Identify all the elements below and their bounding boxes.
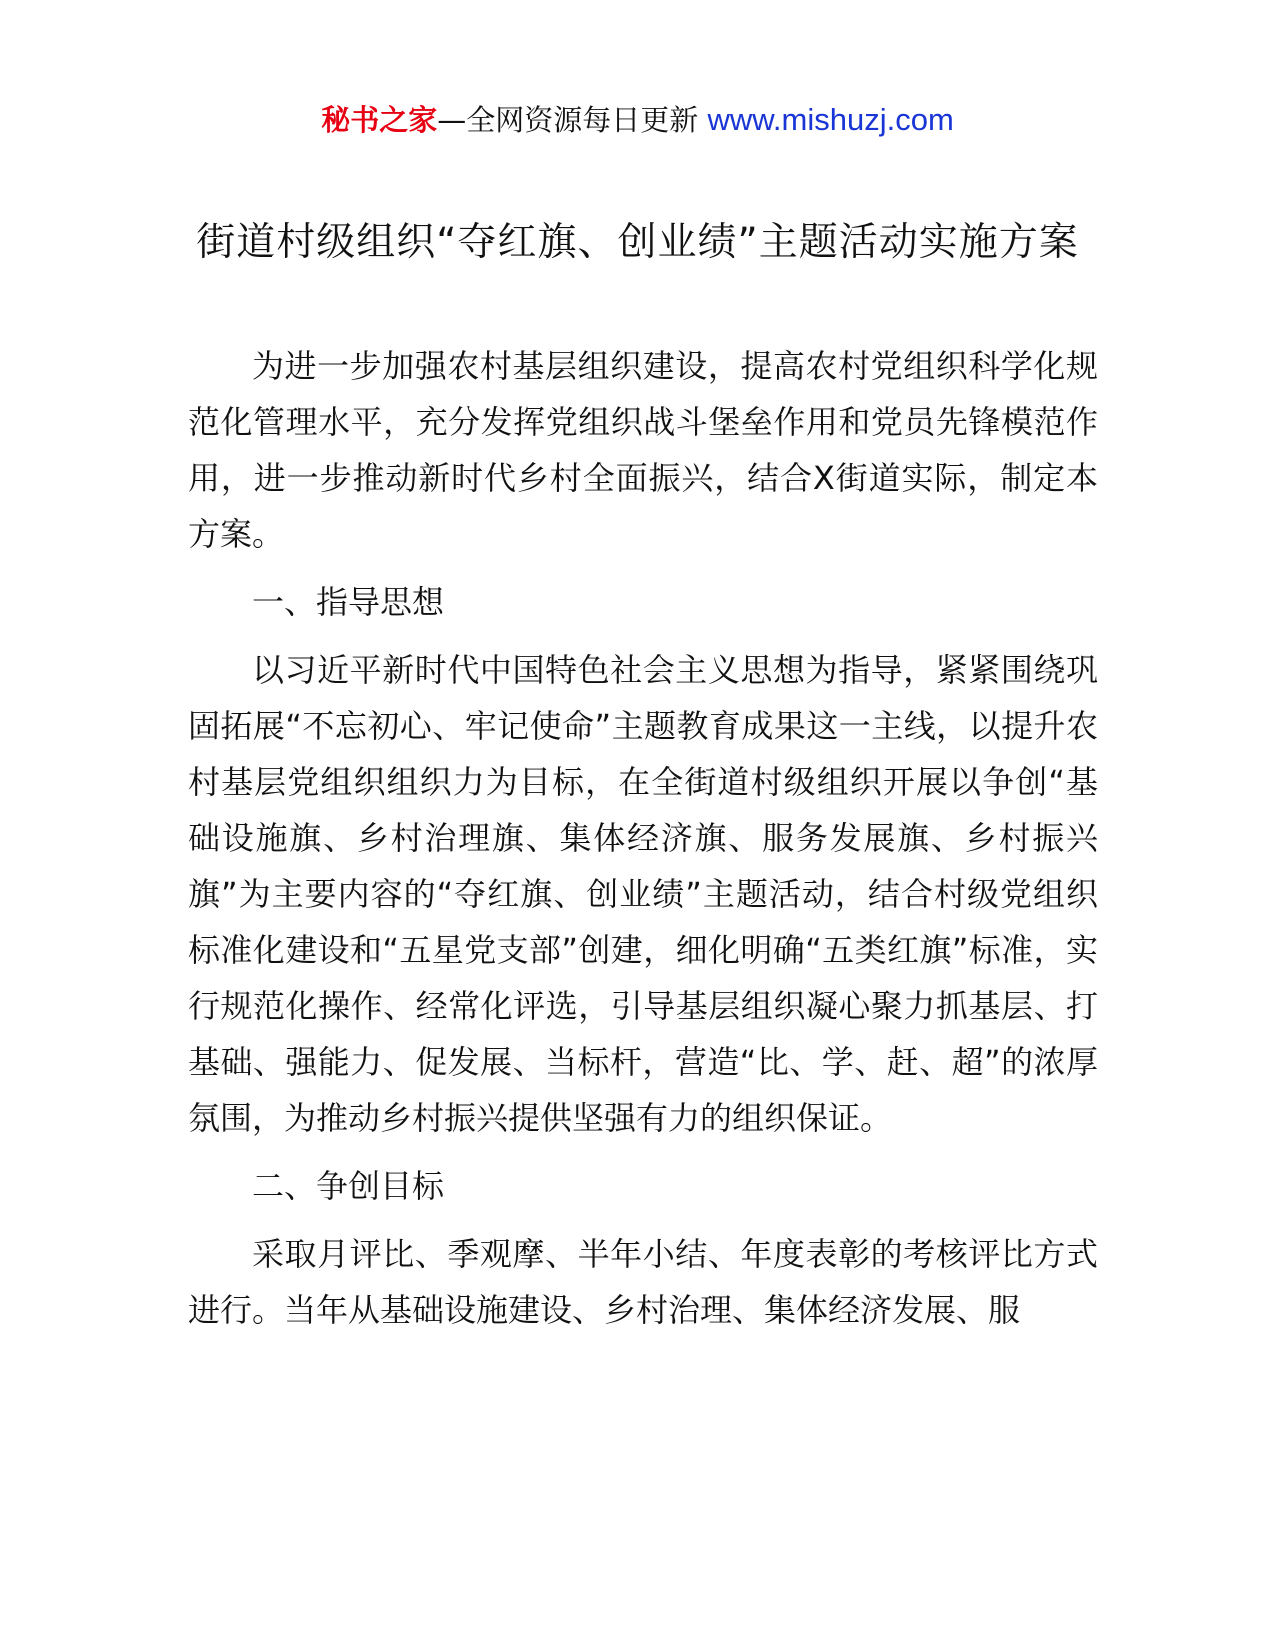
header-tagline: —全网资源每日更新: [437, 103, 708, 137]
guiding-ideology-paragraph: 以习近平新时代中国特色社会主义思想为指导，紧紧围绕巩固拓展“不忘初心、牢记使命”主题教育成果这一主线，以提升农村基层党组织组织力为目标，在全街道村级组织开展以争创“基础设施旗、乡村治理旗、集体经济旗、服务发展旗、乡村振兴旗”为主要内容的“夺红旗、创业绩”主题活动，结合村级党组织标准化建设和“五星党支部”创建，细化明确“五类红旗”标准，实行规范化操作、经常化评选，引导基层组织凝心聚力抓基层、打基础、强能力、促发展、当标杆，营造“比、学、赶、超”的浓厚氛围，为推动乡村振兴提供坚强有力的组织保证。: [188, 651, 1098, 1137]
intro-paragraph: 为进一步加强农村基层组织建设，提高农村党组织科学化规范化管理水平，充分发挥党组织战斗堡垒作用和党员先锋模范作用，进一步推动新时代乡村全面振兴，结合X街道实际，制定本方案。: [188, 347, 1098, 553]
goals-paragraph: 采取月评比、季观摩、半年小结、年度表彰的考核评比方式进行。当年从基础设施建设、乡村治理、集体经济发展、服: [188, 1235, 1098, 1329]
brand-name: 秘书之家: [321, 103, 438, 137]
site-header: [0, 100, 1275, 140]
site-url-link[interactable]: www.mishuzj.com: [707, 102, 954, 137]
section-heading-guiding-ideology: 一、指导思想: [252, 583, 445, 621]
section-heading-goals: 二、争创目标: [252, 1167, 445, 1205]
document-title: 街道村级组织“夺红旗、创业绩”主题活动实施方案: [196, 220, 1079, 265]
document-body: [188, 338, 1098, 1350]
